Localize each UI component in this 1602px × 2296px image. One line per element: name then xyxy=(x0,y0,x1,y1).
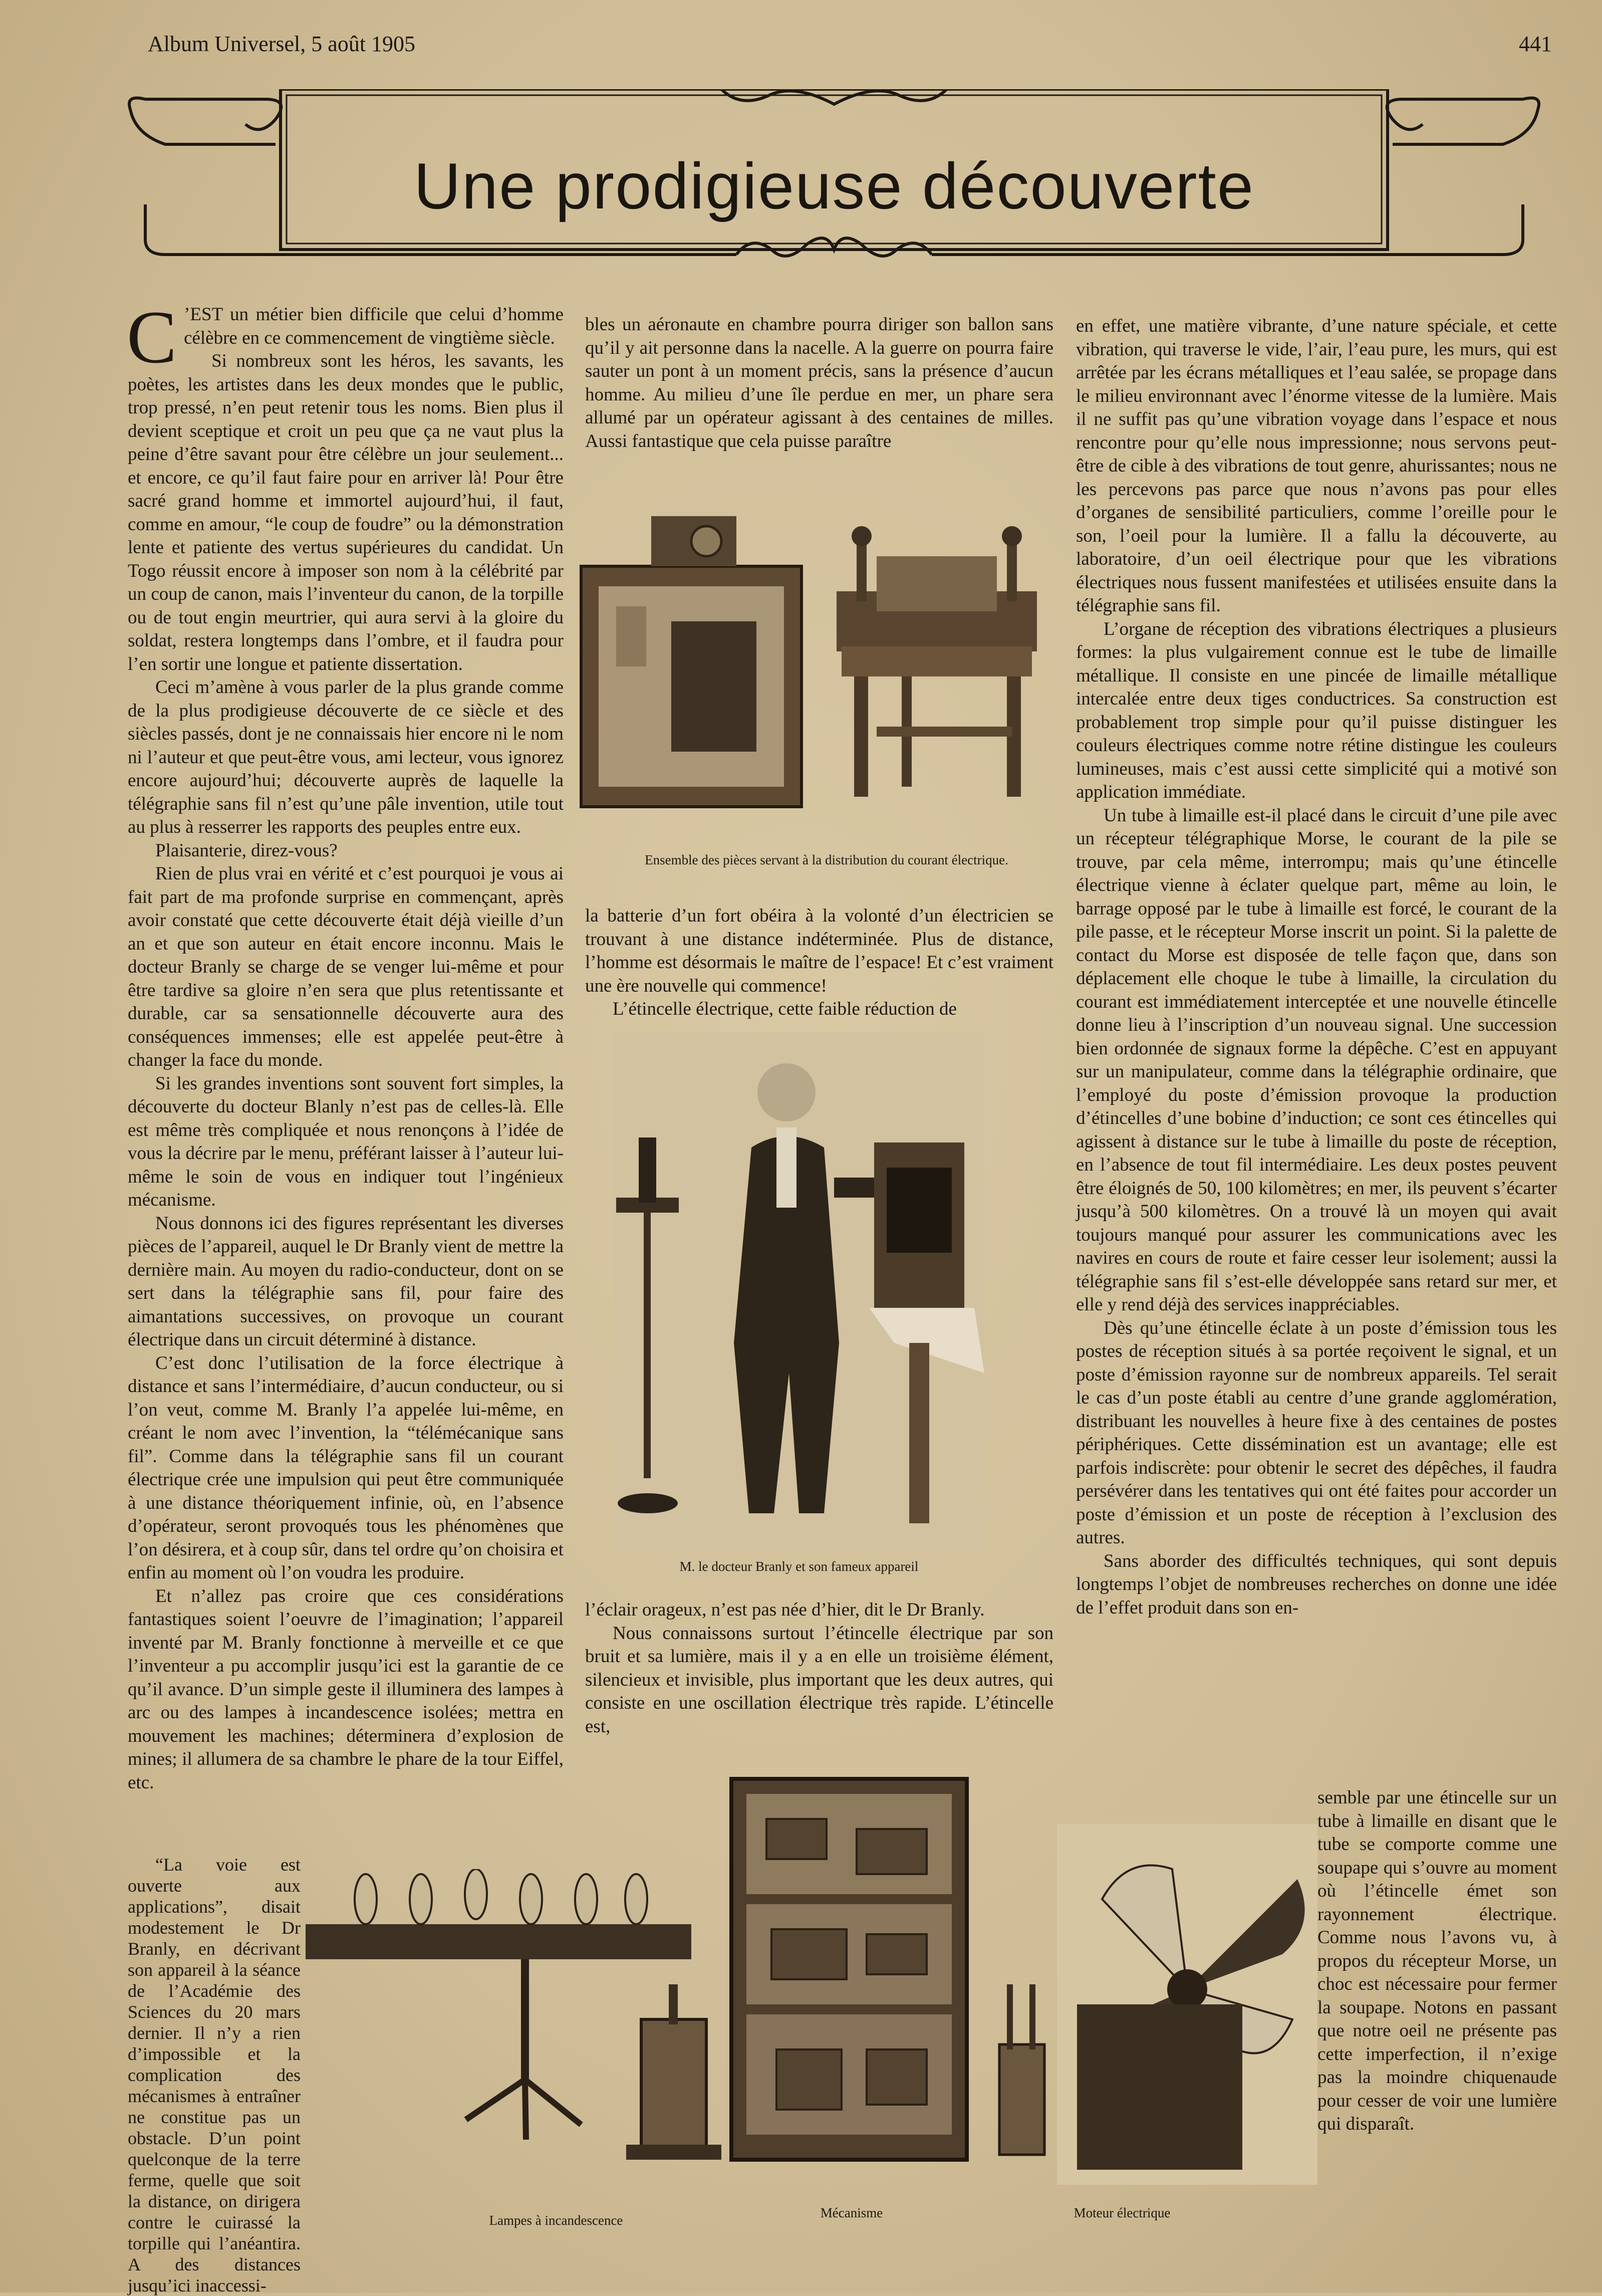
running-header: Album Universel, 5 août 1905 xyxy=(148,32,416,56)
paragraph: Nous donnons ici des figures représentant les diverses pièces de l’appareil, auquel le Dr Branly vient de mettre la dernière main. Au moyen du radio-conducteur, dont on se sert dans la télégraphie sans fil, pour faire des aimantations successives, on provoque un courant électrique dans un circuit déterminé à distance. xyxy=(128,1213,564,1350)
column-1 xyxy=(127,296,564,1794)
paragraph: L’étincelle électrique, cette faible réduction de xyxy=(613,999,957,1019)
paragraph: Et n’allez pas croire que ces considérations fantastiques soient l’oeuvre de l’imagination; l’appareil inventé par M. Branly fonctionne à merveille et ce que l’inventeur a pu accomplir jusqu’ici est la garantie de ce qu’il avance. D’un simple geste il illuminera des lampes à arc ou des lampes à incandescence isolées; mettra en mouvement les machines; déterminera d’explosion de mines; il allumera de sa chambre le phare de la tour Eiffel, etc. xyxy=(128,1585,564,1793)
paragraph: Si les grandes inventions sont souvent fort simples, la découverte du docteur Blanly n’est pas de celles-là. Elle est même très compliquée et nous renonçons à l’idée de vous la décrire par le menu, préférant laisser à l’auteur lui-même le soin de vous en indiquer tout l’ingénieux mécanisme. xyxy=(128,1073,564,1210)
paragraph: Dès qu’une étincelle éclate à un poste d’émission tous les postes de réception situés à sa portée reçoivent le signal, et un poste d’émission rayonne sur de nombreux appareils. Tel serait le cas d’un poste établi au centre d’une grande agglomération, distribuant les nouvelles à heure fixe à des centaines de postes périphériques. Cette dissémination est un avantage; elle est parfois indiscrète: pour obtenir le secret des dépêches, il faudra persévérer dans les tentatives qui ont été faites pour accorder un poste d’émission et un poste de réception à l’exclusion des autres. xyxy=(1076,1317,1557,1548)
paragraph: Si nombreux sont les héros, les savants, les poètes, les artistes dans les deux mondes que le public, trop pressé, n’en peut retenir tous les noms. Bien plus il devient sceptique et croit un peu que ça ne vaut plus la peine d’être savant pour être célèbre un jour seulement... et encore, ce qu’il faut faire pour en arriver là! Pour être sacré grand homme et immortel aujourd’hui, il faut, comme en amour, “le coup de foudre” ou la démonstration lente et patiente des vertus supérieures du candidat. Un Togo réussit encore à imposer son nom à la célébrité par un coup de canon, mais l’inventeur du canon, de la torpille ou de tout engin meurtrier, qui aura servi à la gloire du soldat, restera longtemps dans l’ombre, et il faudra pour l’en sortir une longue et patiente dissertation. xyxy=(128,351,564,674)
caption-distribution: Ensemble des pièces servant à la distribution du courant électrique. xyxy=(645,852,1008,867)
column-3-wrap xyxy=(1317,1786,1557,2136)
column-1-wrap xyxy=(128,1854,301,2296)
paragraph: L’organe de réception des vibrations électriques a plusieurs formes: la plus vulgairement connue est le tube de limaille métallique. Il consiste en une pincée de limaille métallique intercalée entre deux tiges conductrices. Sa construction est probablement trop simple pour qu’il puisse distinguer les couleurs électriques comme notre rétine distingue les couleurs lumineuses, mais c’est aussi cette simplicité qui a motivé son application immédiate. xyxy=(1076,618,1557,802)
paragraph: Plaisanterie, direz-vous? xyxy=(155,840,338,861)
paragraph: en effet, une matière vibrante, d’une nature spéciale, et cette vibration, qui traverse le vide, l’air, l’eau pure, les murs, qui est arrêtée par les écrans métalliques et l’eau salée, se propage dans le milieu environnant avec l’énorme vitesse de la lumière. Mais il ne suffit pas qu’une vibration voyage dans l’espace et nous rencontre pour qu’elle nous impressionne; nous servons peut-être de cible à des vibrations de tout genre, ahurissantes; nous ne les percevons pas parce que nous n’avons pas pour elles d’organes de sensibilité particuliers, comme l’oreille pour le son, l’oeil pour la lumière. Il a fallu la découverte, au laboratoire, d’un oeil électrique pour que les vibrations électriques nous fussent manifestées et utilisées ensuite dans la télégraphie sans fil. xyxy=(1076,316,1557,616)
paragraph: bles un aéronaute en chambre pourra diriger son ballon sans qu’il y ait personne dans la nacelle. A la guerre on pourra faire sauter un pont à un moment précis, sans la présence d’aucun homme. Au milieu d’une île perdue en mer, un phare sera allumé par un opérateur agissant à des centaines de milles. Aussi fantastique que cela puisse paraître xyxy=(585,314,1053,451)
caption-moteur: Moteur électrique xyxy=(1074,2205,1171,2220)
column-2-top xyxy=(585,313,1053,453)
photo-battery xyxy=(621,1974,726,2165)
column-2-mid xyxy=(585,904,1053,1021)
drop-cap: C xyxy=(127,296,177,379)
page-number: 441 xyxy=(1519,32,1552,56)
paragraph: “La voie est ouverte aux applications”, disait modestement le Dr Branly, en décrivant son appareil à la séance de l’Académie des Sciences du 20 mars dernier. Il n’y a rien d’impossible et la complication des mécanismes à entraîner ne constitue pas un obstacle. D’un point quelconque de la terre ferme, quelle que soit la distance, on dirigera contre le cuirassé la torpille qui l’anéantira. A des distances jusqu’ici inaccessi- xyxy=(128,1855,301,2295)
caption-mecanisme: Mécanisme xyxy=(820,2205,883,2220)
paragraph: l’éclair orageux, n’est pas née d’hier, dit le Dr Branly. xyxy=(585,1599,985,1620)
photo-moteur xyxy=(1057,1824,1317,2185)
paragraph: Sans aborder des difficultés techniques, qui sont depuis longtemps l’objet de nombreuses recherches on donne une idée de l’effet produit dans son en- xyxy=(1076,1550,1557,1618)
article-title: Une prodigieuse découverte xyxy=(413,149,1255,222)
caption-branly: M. le docteur Branly et son fameux appareil xyxy=(679,1559,919,1574)
paragraph: semble par une étincelle sur un tube à limaille en disant que le tube se comporte comme une soupape qui s’ouvre au moment où l’étincelle émet son rayonnement électrique. Comme nous l’avons vu, à propos du récepteur Morse, un choc est nécessaire pour fermer la soupape. Notons en passant que notre oeil ne présente pas cette imperfection, il n’exige pas la moindre chiquenaude pour cesser de voir une lumière qui disparaît. xyxy=(1317,1787,1557,2134)
photo-small-battery xyxy=(992,1974,1052,2170)
paragraph: Ceci m’amène à vous parler de la plus grande comme de la plus prodigieuse découverte de ce siècle et des siècles passés, dont je ne connaissais hier encore ni le nom ni l’auteur et que peut-être vous, ami lecteur, vous ignorez encore aujourd’hui; découverte auprès de laquelle la télégraphie sans fil n’est qu’une pâle invention, utile tout au plus à resserrer les rapports des peuples entre eux. xyxy=(128,677,564,837)
column-3 xyxy=(1076,315,1557,1620)
column-2-bottom xyxy=(585,1598,1053,1738)
paragraph: C ’EST un métier bien difficile que celui d’homme célèbre en ce commencement de vingtième siècle. xyxy=(127,296,564,379)
title-frame xyxy=(125,89,1543,290)
paragraph: Un tube à limaille est-il placé dans le circuit d’une pile avec un récepteur télégraphique Morse, le courant de la pile se trouve, par cela même, interrompu; mais qu’une étincelle électrique vienne à éclater quelque part, même au loin, le barrage opposé par le tube à limaille est forcé, le courant de la pile passe, et le récepteur Morse inscrit un point. Si la palette de contact du Morse est disposée de telle façon que, dans son déplacement elle choque le tube à limaille, la circulation du courant est immédiatement interceptée et une nouvelle étincelle donne lieu à l’inscription d’un nouveau signal. Une succession bien ordonnée de signaux forme la dépêche. C’est en appuyant sur un manipulateur, comme dans la télégraphie ordinaire, que l’employé du poste d’émission provoque la production d’étincelles d’une bobine d’induction; ce sont ces étincelles qui agissent à distance sur le tube à limaille du poste de réception, en l’absence de tout fil intermédiaire. Les deux postes peuvent être éloignés de 50, 100 kilomètres; en mer, ils peuvent s’écarter jusqu’à 500 kilomètres. On a trouvé là un moyen qui avait toujours manqué pour assurer les communications avec les navires en cours de route et faire cesser leur isolement; aussi la télégraphie sans fil s’est-elle développée sans retard sur mer, et elle y rend déjà des services inappréciables. xyxy=(1076,805,1557,1315)
photo-distribution-apparatus xyxy=(576,506,1057,852)
photo-mecanisme xyxy=(716,1769,982,2175)
paragraph: C’est donc l’utilisation de la force électrique à distance et sans l’intermédiaire, d’aucun conducteur, ou si l’on veut, comme M. Branly l’a appelée lui-même, en créant le nom avec l’invention, la “télémécanique sans fil”. Comme dans la télégraphie sans fil un courant électrique crée une impulsion qui peut être communiquée à une distance théoriquement infinie, où, en l’absence d’opérateur, seront provoqués tous les phénomènes que l’on désirera, et à coup sûr, dans tel ordre qu’on choisira et enfin au moment où l’on voudra les produire. xyxy=(128,1352,564,1583)
caption-lampes: Lampes à incandescence xyxy=(489,2213,623,2228)
paragraph: Nous connaissons surtout l’étincelle électrique par son bruit et sa lumière, mais il y a en elle un troisième élément, silencieux et invisible, plus important que les deux autres, qui consiste en une oscillation électrique très rapide. L’étincelle est, xyxy=(585,1623,1053,1737)
photo-dr-branly xyxy=(614,1032,984,1548)
paragraph: la batterie d’un fort obéira à la volonté d’un électricien se trouvant à une distance indéterminée. Plus de distance, l’homme est désormais le maître de l’espace! Et c’est vraiment une ère nouvelle qui commence! xyxy=(585,905,1053,996)
paragraph: Rien de plus vrai en vérité et c’est pourquoi je vous ai fait part de ma profonde surprise en commençant, après avoir constaté que cette découverte était déjà vieille d’un an et que son auteur en était encore inconnu. Mais le docteur Branly se charge de se venger lui-même et pour être tardive sa gloire n’en sera que plus retentissante et durable, car sa sensationnelle découverte aura des conséquences immenses; elle est appelée peut-être à changer la face du monde. xyxy=(128,863,564,1070)
